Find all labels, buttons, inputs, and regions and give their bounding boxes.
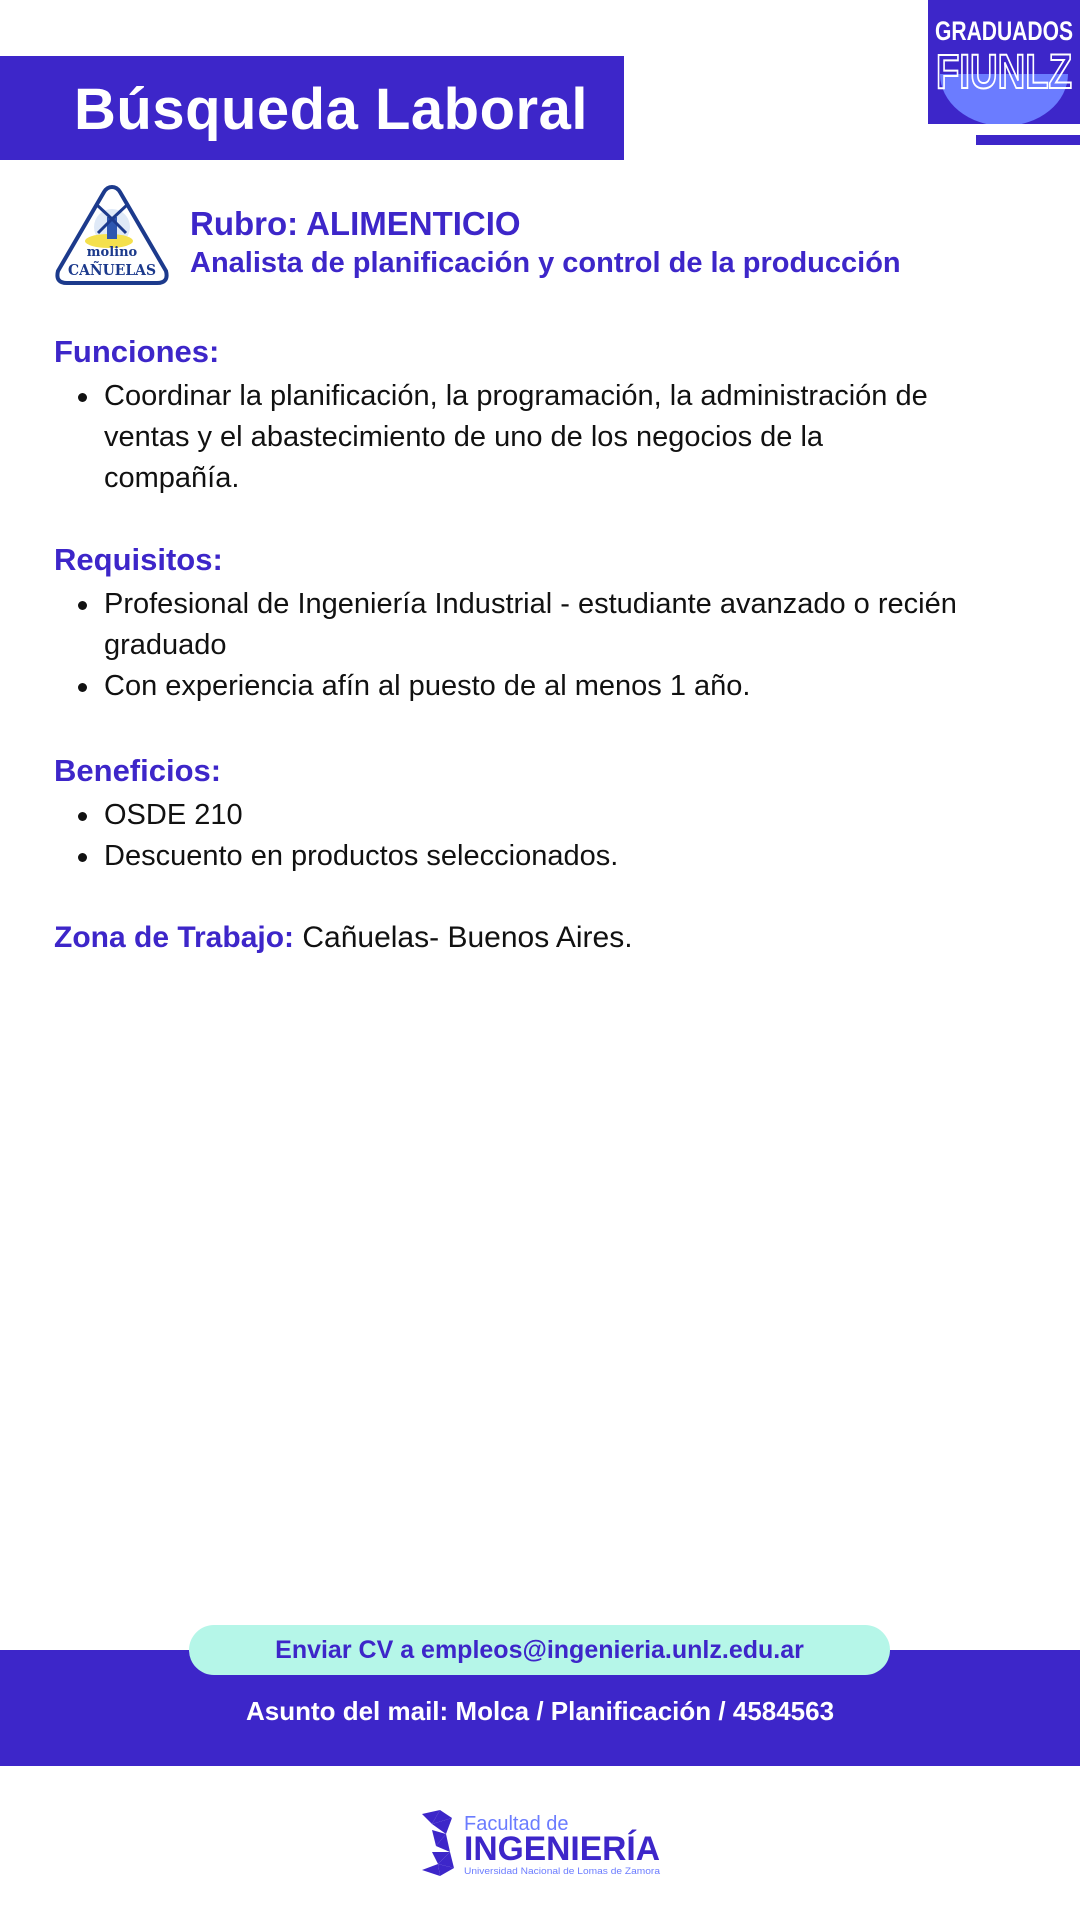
mail-subject: Asunto del mail: Molca / Planificación / 4584563: [245, 1696, 835, 1726]
list-item: OSDE 210: [54, 795, 984, 836]
job-category: Rubro: ALIMENTICIO: [190, 205, 521, 242]
section-title-beneficios: Beneficios:: [54, 753, 222, 788]
list-item: Con experiencia afín al puesto de al menos 1 año.: [54, 666, 984, 707]
logo-line1: Facultad de: [464, 1813, 569, 1835]
badge-line2: FIUNLZ: [936, 46, 1072, 99]
header-accent-line: [976, 135, 1080, 145]
work-zone: [54, 921, 633, 955]
molino-canuelas-logo: [53, 183, 171, 287]
job-title: Analista de planificación y control de la producción: [190, 247, 901, 279]
title-bar: [0, 56, 624, 160]
badge-line1: GRADUADOS: [935, 16, 1073, 46]
company-logo-top: molino: [86, 245, 138, 260]
send-cv-email-link[interactable]: Enviar CV a empleos@ingenieria.unlz.edu.ar: [189, 1625, 890, 1675]
beneficios-list: [54, 795, 984, 877]
graduados-fiunlz-logo: [928, 0, 1080, 124]
list-item: Descuento en productos seleccionados.: [54, 836, 984, 877]
logo-line3: Universidad Nacional de Lomas de Zamora: [464, 1866, 660, 1876]
page-title: Búsqueda Laboral: [74, 77, 588, 142]
section-title-requisitos: Requisitos:: [54, 542, 223, 577]
list-item: Coordinar la planificación, la programación, la administración de ventas y el abastecimiento de uno de los negocios de la compañía.: [54, 376, 944, 499]
list-item: Profesional de Ingeniería Industrial - estudiante avanzado o recién graduado: [54, 584, 984, 666]
facultad-ingenieria-logo: [418, 1808, 668, 1878]
funciones-list: [54, 376, 984, 499]
company-logo-bottom: CAÑUELAS: [68, 261, 163, 279]
work-zone-value: Cañuelas- Buenos Aires.: [294, 921, 633, 954]
section-title-funciones: Funciones:: [54, 334, 220, 369]
requisitos-list: [54, 584, 984, 707]
logo-line2: INGENIERÍA: [464, 1830, 660, 1868]
work-zone-label: Zona de Trabajo:: [54, 921, 295, 954]
